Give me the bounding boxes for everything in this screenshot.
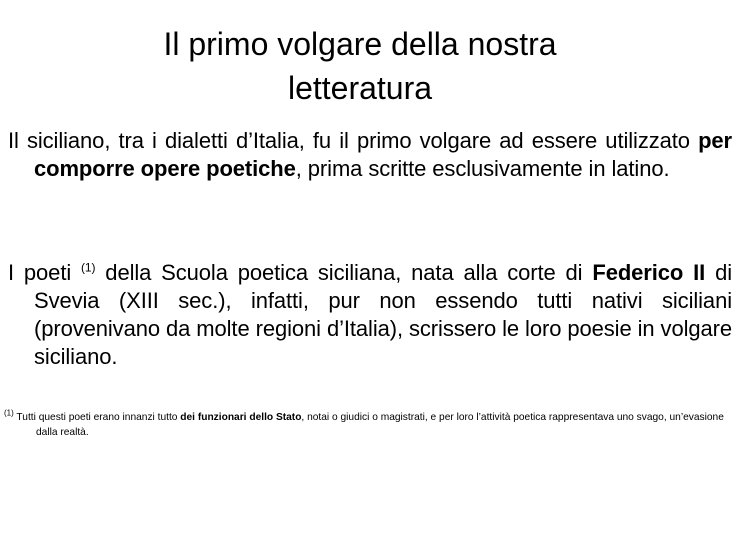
para2-text-a: I poeti (8, 260, 82, 285)
footnote-reference: (1) (81, 260, 96, 275)
footnote-text-b: , notai o giudici o magistrati, e per loro l’attività poetica rappresentava uno svago, un’evasione dalla realtà. (36, 412, 724, 438)
title-line-2: letteratura (287, 70, 433, 106)
para1-bold-phrase: per comporre opere poetiche (34, 128, 732, 181)
paragraph-scuola-siciliana (8, 259, 732, 371)
footnote-bold-phrase: dei funzionari dello Stato (180, 412, 302, 423)
para1-text-a: Il siciliano, tra i dialetti d’Italia, fu il primo volgare ad essere utilizzato (8, 128, 699, 153)
para2-text-b: della Scuola poetica siciliana, nata alla corte di (95, 260, 593, 285)
title-line-1: Il primo volgare della nostra (163, 26, 557, 62)
para1-text-b: , prima scritte esclusivamente in latino. (295, 156, 670, 181)
para2-text-c: di Svevia (XIII sec.), infatti, pur non essendo tutti nativi siciliani (provenivano da molte regioni d’Italia), scrissero le loro poesie in volgare siciliano. (34, 260, 733, 369)
footnote-text-a: Tutti questi poeti erano innanzi tutto (13, 412, 181, 423)
slide-title (60, 22, 660, 110)
footnote-marker: (1) (4, 408, 14, 418)
para2-bold-name: Federico II (592, 260, 706, 285)
paragraph-siciliano (8, 127, 732, 183)
footnote (4, 410, 742, 440)
